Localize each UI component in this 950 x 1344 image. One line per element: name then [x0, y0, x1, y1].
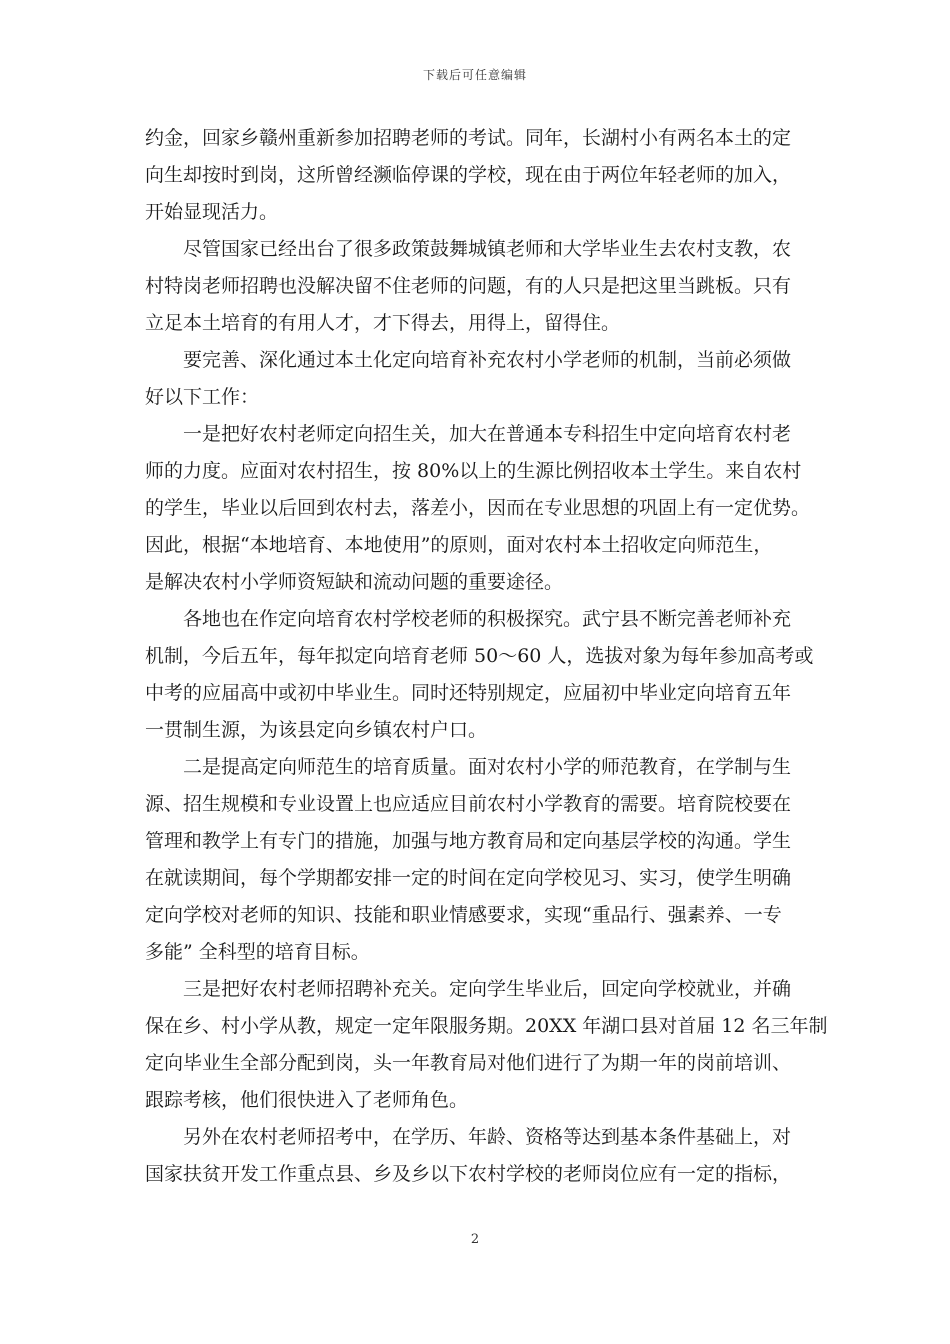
- text-line: 多能” 全科型的培育目标。: [145, 941, 370, 963]
- paragraph-first-line: 各地也在作定向培育农村学校老师的积极探究。武宁县不断完善老师补充: [183, 608, 792, 630]
- text-line: 国家扶贫开发工作重点县、乡及乡以下农村学校的老师岗位应有一定的指标，: [145, 1163, 792, 1185]
- text-line: 一贯制生源，为该县定向乡镇农村户口。: [145, 719, 488, 741]
- page-number: 2: [470, 1232, 480, 1247]
- document-body: [145, 120, 828, 1193]
- paragraph-first-line: 要完善、深化通过本土化定向培育补充农村小学老师的机制，当前必须做: [183, 349, 792, 371]
- paragraph-first-line: 一是把好农村老师定向招生关，加大在普通本专科招生中定向培育农村老: [183, 423, 792, 445]
- text-line: 机制，今后五年，每年拟定向培育老师 50～60 人，选拔对象为每年参加高考或: [145, 645, 814, 667]
- text-line: 师的力度。应面对农村招生，按 80%以上的生源比例招收本土学生。来自农村: [145, 460, 802, 482]
- text-line: 好以下工作：: [145, 386, 260, 408]
- text-line: 中考的应届高中或初中毕业生。同时还特别规定，应届初中毕业定向培育五年: [145, 682, 792, 704]
- text-line: 的学生，毕业以后回到农村去，落差小，因而在专业思想的巩固上有一定优势。: [145, 497, 811, 519]
- text-line: 因此，根据“本地培育、本地使用”的原则，面对农村本土招收定向师范生，: [145, 534, 773, 556]
- paragraph-first-line: 尽管国家已经出台了很多政策鼓舞城镇老师和大学毕业生去农村支教，农: [183, 238, 792, 260]
- page-header: 下载后可任意编辑: [422, 68, 527, 82]
- paragraph-first-line: 另外在农村老师招考中，在学历、年龄、资格等达到基本条件基础上，对: [183, 1126, 792, 1148]
- text-line: 立足本土培育的有用人才，才下得去，用得上，留得住。: [145, 312, 621, 334]
- text-line: 在就读期间，每个学期都安排一定的时间在定向学校见习、实习，使学生明确: [145, 867, 792, 889]
- text-line: 源、招生规模和专业设置上也应适应目前农村小学教育的需要。培育院校要在: [145, 793, 792, 815]
- text-line: 定向毕业生全部分配到岗，头一年教育局对他们进行了为期一年的岗前培训、: [145, 1052, 792, 1074]
- text-line: 约金，回家乡赣州重新参加招聘老师的考试。同年，长湖村小有两名本土的定: [145, 127, 792, 149]
- text-line: 向生却按时到岗，这所曾经濒临停课的学校，现在由于两位年轻老师的加入，: [145, 164, 792, 186]
- text-line: 管理和教学上有专门的措施，加强与地方教育局和定向基层学校的沟通。学生: [145, 830, 792, 852]
- text-line: 跟踪考核，他们很快进入了老师角色。: [145, 1089, 469, 1111]
- paragraph-first-line: 三是把好农村老师招聘补充关。定向学生毕业后，回定向学校就业，并确: [183, 978, 792, 1000]
- text-line: 是解决农村小学师资短缺和流动问题的重要途径。: [145, 571, 564, 593]
- text-line: 村特岗老师招聘也没解决留不住老师的问题，有的人只是把这里当跳板。只有: [145, 275, 792, 297]
- text-line: 开始显现活力。: [145, 201, 279, 223]
- paragraph-first-line: 二是提高定向师范生的培育质量。面对农村小学的师范教育，在学制与生: [183, 756, 792, 778]
- text-line: 保在乡、村小学从教，规定一定年限服务期。20XX 年湖口县对首届 12 名三年制: [145, 1015, 828, 1037]
- text-line: 定向学校对老师的知识、技能和职业情感要求，实现“重品行、强素养、一专: [145, 904, 782, 926]
